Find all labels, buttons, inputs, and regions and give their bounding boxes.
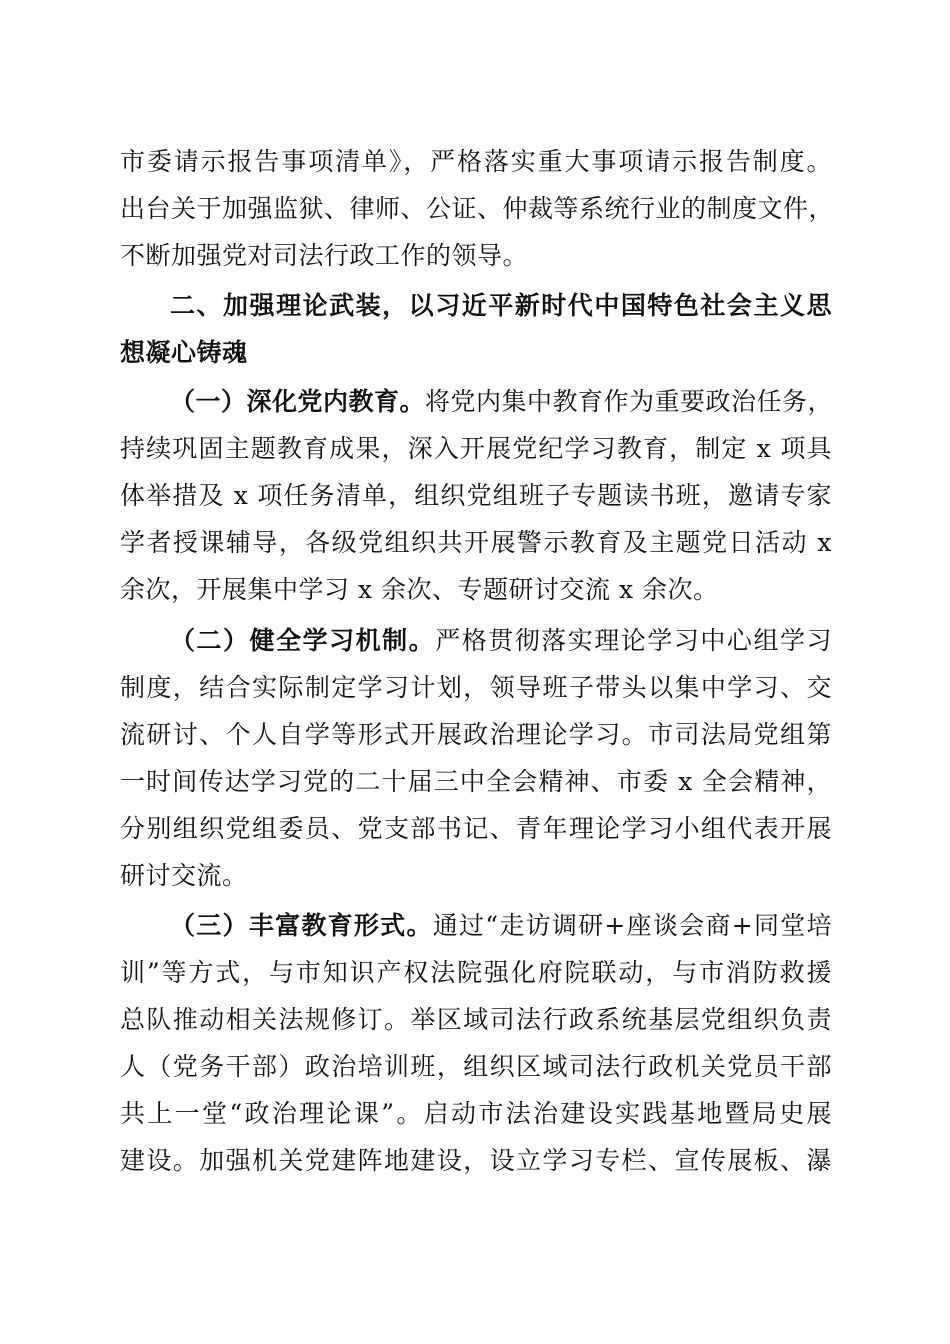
body-text-line: 流研讨、个人自学等形式开展政治理论学习。市司法局党组第 [120, 720, 832, 749]
body-text-line: 共上一堂“政治理论课”。启动市法治建设实践基地暨局史展 [120, 1099, 832, 1128]
item-first-line [170, 906, 832, 946]
item-title: （三）丰富教育形式。 [170, 911, 433, 940]
item-first-line [170, 382, 832, 422]
item-text: 通过“走访调研+座谈会商+同堂培 [432, 911, 832, 940]
item-title: （二）健全学习机制。 [170, 626, 436, 655]
body-text-line: 出台关于加强监狱、律师、公证、仲裁等系统行业的制度文件， [120, 194, 835, 223]
item-title: （一）深化党内教育。 [170, 387, 426, 416]
body-text-line: 总队推动相关法规修订。举区域司法行政系统基层党组织负责 [120, 1005, 832, 1034]
body-text-line: 市委请示报告事项清单》，严格落实重大事项请示报告制度。 [120, 147, 832, 176]
body-text-line: 人（党务干部）政治培训班，组织区域司法行政机关党员干部 [120, 1052, 832, 1081]
body-text-line: 余次，开展集中学习 x 余次、专题研讨交流 x 余次。 [120, 575, 719, 604]
body-text-line: 训”等方式，与市知识产权法院强化府院联动，与市消防救援 [120, 958, 832, 987]
body-text-line: 分别组织党组委员、党支部书记、青年理论学习小组代表开展 [120, 814, 832, 843]
body-text-line: 建设。加强机关党建阵地建设，设立学习专栏、宣传展板、瀑 [120, 1146, 832, 1175]
body-text-line: 一时间传达学习党的二十届三中全会精神、市委 x 全会精神， [120, 767, 832, 796]
item-text: 将党内集中教育作为重要政治任务， [425, 387, 834, 416]
body-text-line: 研讨交流。 [120, 861, 248, 890]
body-text-line: 制度，结合实际制定学习计划，领导班子带头以集中学习、交 [120, 673, 832, 702]
body-text-line: 学者授课辅导，各级党组织共开展警示教育及主题党日活动 x [120, 528, 832, 557]
body-text-line: 持续巩固主题教育成果，深入开展党纪学习教育，制定 x 项具 [120, 434, 832, 463]
body-text-line: 不断加强党对司法行政工作的领导。 [120, 241, 529, 270]
section-heading: 二、加强理论武装，以习近平新时代中国特色社会主义思 [170, 291, 832, 320]
item-first-line [170, 621, 832, 661]
section-heading: 想凝心铸魂 [120, 338, 248, 367]
body-text-line: 体举措及 x 项任务清单，组织党组班子专题读书班，邀请专家 [120, 481, 832, 510]
item-text: 严格贯彻落实理论学习中心组学习 [435, 626, 832, 655]
